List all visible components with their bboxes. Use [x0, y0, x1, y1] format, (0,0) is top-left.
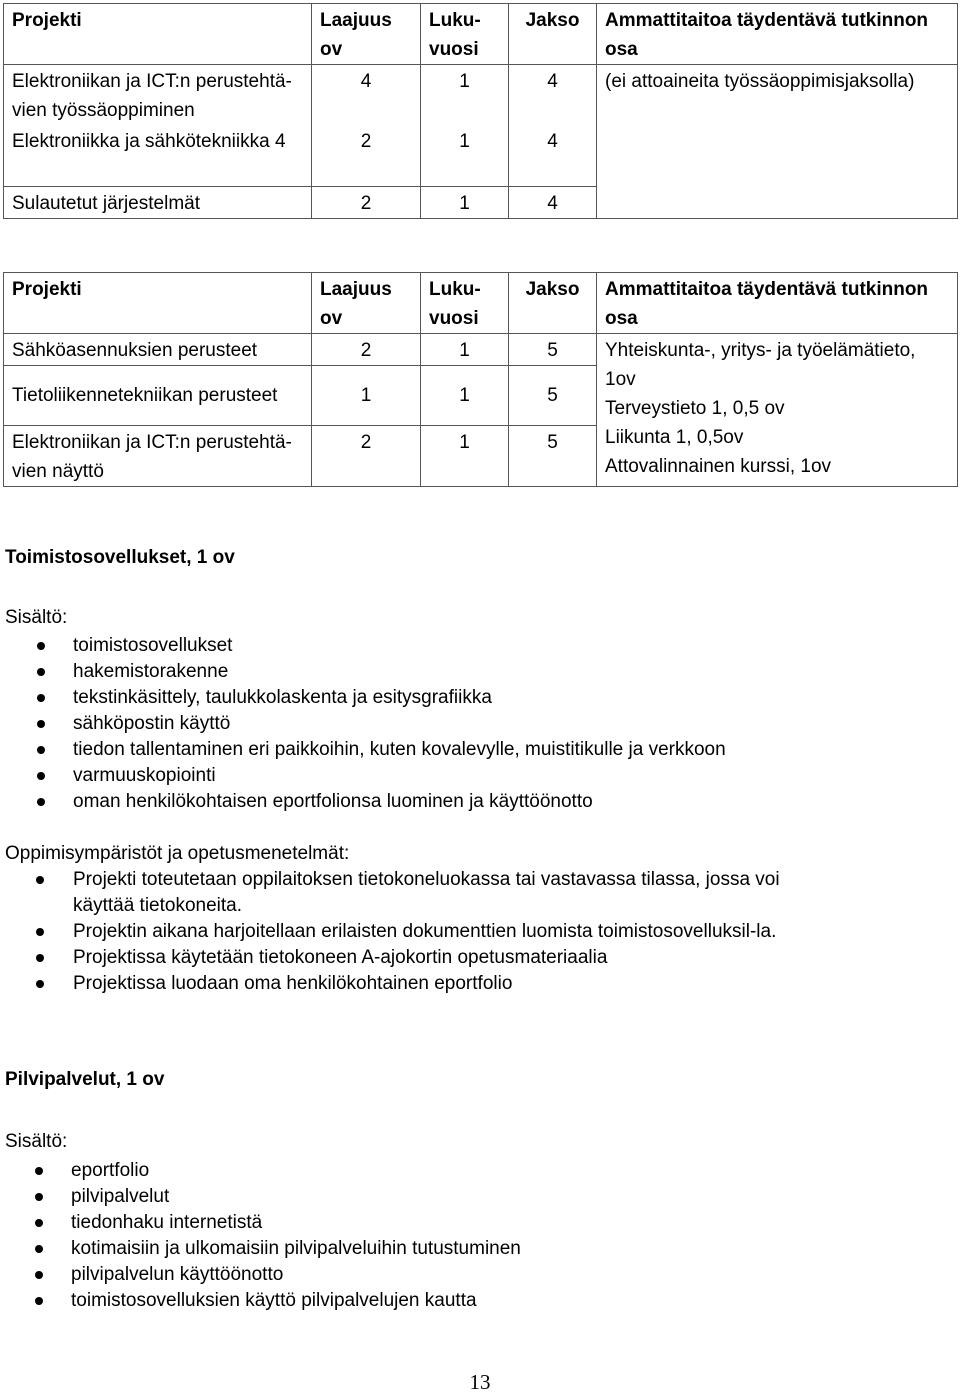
methods-list [0, 867, 960, 997]
content-label: Sisältö: [5, 1131, 68, 1152]
table-row [4, 65, 958, 126]
cell-laajuus: 2 [312, 187, 421, 219]
section-title-pilvipalvelut: Pilvipalvelut, 1 ov [5, 1069, 165, 1090]
cell-laajuus: 2 [312, 334, 421, 366]
bullet-icon [37, 772, 45, 780]
list-item: hakemistorakenne [0, 659, 726, 685]
cell-side-note: (ei attoaineita työssäoppimisjaksolla) [597, 65, 958, 219]
side-line: Attovalinnainen kurssi, 1ov [605, 456, 832, 477]
list-item: Projekti toteutetaan oppilaitoksen tietokoneluokassa tai vastavassa tilassa, jossa voi käyttää tietokoneita. [0, 867, 960, 919]
header-jakso: Jakso [509, 4, 597, 65]
list-item: eportfolio [0, 1158, 521, 1184]
side-line: 1ov [605, 369, 636, 390]
table-header-row [4, 273, 958, 334]
header-lukuvuosi: Luku-vuosi [421, 4, 509, 65]
header-lukuvuosi: Luku-vuosi [421, 273, 509, 334]
list-item: varmuuskopiointi [0, 763, 726, 789]
projects-table-2 [3, 272, 958, 487]
content-list [0, 1158, 521, 1314]
list-item: tiedon tallentaminen eri paikkoihin, kuten kovalevylle, muistitikulle ja verkkoon [0, 737, 726, 763]
bullet-icon [37, 694, 45, 702]
bullet-icon [37, 798, 45, 806]
bullet-icon [35, 1219, 43, 1227]
list-item: toimistosovelluksien käyttö pilvipalvelujen kautta [0, 1288, 521, 1314]
list-item: tekstinkäsittely, taulukkolaskenta ja esitysgrafiikka [0, 685, 726, 711]
list-item: Projektissa käytetään tietokoneen A-ajokortin opetusmateriaalia [0, 945, 960, 971]
list-item: sähköpostin käyttö [0, 711, 726, 737]
list-item: pilvipalvelut [0, 1184, 521, 1210]
cell-jakso: 4 [509, 65, 597, 126]
cell-laajuus: 2 [312, 125, 421, 187]
cell-jakso: 5 [509, 334, 597, 366]
header-jakso: Jakso [509, 273, 597, 334]
cell-lukuvuosi: 1 [421, 366, 509, 426]
bullet-icon [36, 954, 44, 962]
list-item: pilvipalvelun käyttöönotto [0, 1262, 521, 1288]
cell-laajuus: 1 [312, 366, 421, 426]
header-laajuus: Laajuus ov [312, 4, 421, 65]
list-item: tiedonhaku internetistä [0, 1210, 521, 1236]
list-item: Projektissa luodaan oma henkilökohtainen eportfolio [0, 971, 960, 997]
bullet-icon [37, 642, 45, 650]
cell-lukuvuosi: 1 [421, 334, 509, 366]
bullet-icon [37, 720, 45, 728]
side-line: Yhteiskunta-, yritys- ja työelämätieto, [605, 340, 916, 361]
cell-lukuvuosi: 1 [421, 65, 509, 126]
header-tutkinnon-osa: Ammattitaitoa täydentävä tutkinnon osa [597, 4, 958, 65]
content-label: Sisältö: [5, 607, 68, 628]
bullet-icon [36, 876, 44, 884]
side-line: Liikunta 1, 0,5ov [605, 427, 744, 448]
list-item: oman henkilökohtaisen eportfolionsa luominen ja käyttöönotto [0, 789, 726, 815]
table-row [4, 334, 958, 366]
projects-table-1 [3, 3, 958, 219]
bullet-icon [35, 1245, 43, 1253]
cell-project: Elektroniikan ja ICT:n perustehtä-vien näyttö [4, 426, 312, 487]
bullet-icon [36, 980, 44, 988]
header-laajuus: Laajuus ov [312, 273, 421, 334]
cell-project: Sulautetut järjestelmät [4, 187, 312, 219]
cell-project: Sähköasennuksien perusteet [4, 334, 312, 366]
cell-project: Tietoliikennetekniikan perusteet [4, 366, 312, 426]
cell-laajuus: 2 [312, 426, 421, 487]
cell-side-lines [597, 334, 958, 487]
list-item: Projektin aikana harjoitellaan erilaisten dokumenttien luomista toimistosovelluksil-la. [0, 919, 960, 945]
cell-project: Elektroniikka ja sähkötekniikka 4 [4, 125, 312, 187]
bullet-icon [35, 1297, 43, 1305]
cell-jakso: 5 [509, 366, 597, 426]
bullet-icon [35, 1271, 43, 1279]
bullet-icon [35, 1167, 43, 1175]
cell-project: Elektroniikan ja ICT:n perustehtä-vien työssäoppiminen [4, 65, 312, 126]
cell-lukuvuosi: 1 [421, 426, 509, 487]
bullet-icon [35, 1193, 43, 1201]
header-projekti: Projekti [4, 273, 312, 334]
cell-jakso: 4 [509, 187, 597, 219]
side-line: Terveystieto 1, 0,5 ov [605, 398, 785, 419]
page-number: 13 [469, 1370, 491, 1394]
header-tutkinnon-osa: Ammattitaitoa täydentävä tutkinnon osa [597, 273, 958, 334]
cell-lukuvuosi: 1 [421, 125, 509, 187]
bullet-icon [36, 928, 44, 936]
methods-label: Oppimisympäristöt ja opetusmenetelmät: [5, 843, 350, 864]
list-item: toimistosovellukset [0, 633, 726, 659]
cell-laajuus: 4 [312, 65, 421, 126]
section-title-toimistosovellukset: Toimistosovellukset, 1 ov [5, 547, 235, 568]
cell-jakso: 5 [509, 426, 597, 487]
bullet-icon [37, 746, 45, 754]
content-list [0, 633, 726, 815]
list-item: kotimaisiin ja ulkomaisiin pilvipalveluihin tutustuminen [0, 1236, 521, 1262]
header-projekti: Projekti [4, 4, 312, 65]
cell-jakso: 4 [509, 125, 597, 187]
bullet-icon [37, 668, 45, 676]
cell-lukuvuosi: 1 [421, 187, 509, 219]
table-header-row [4, 4, 958, 65]
